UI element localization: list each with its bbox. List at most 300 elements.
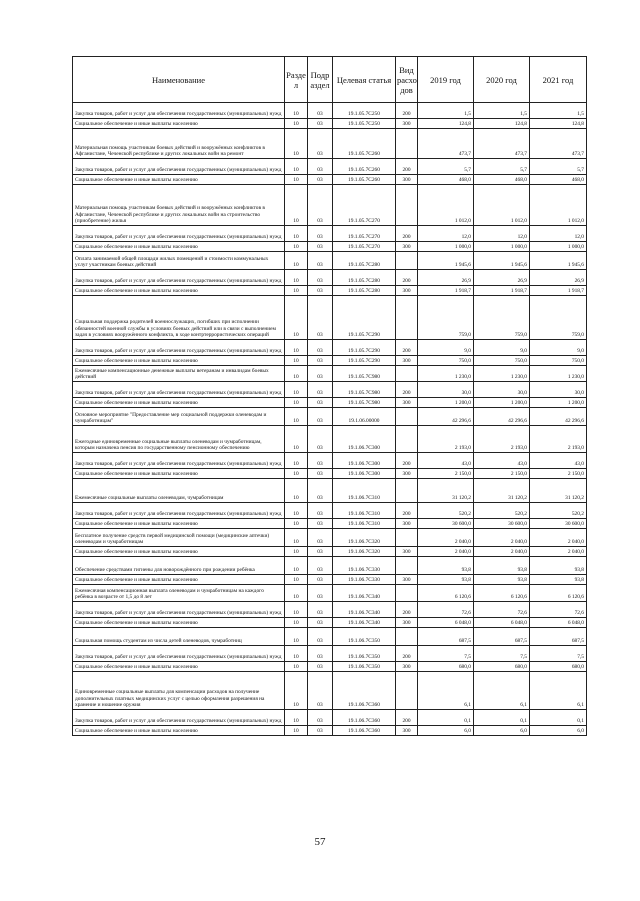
cell-podrazdel: 03 [308, 618, 333, 628]
cell-name: Закупка товаров, работ и услуг для обеспечения государственных (муниципальных) нужд [73, 226, 285, 242]
table-row [73, 103, 587, 119]
cell-name: Закупка товаров, работ и услуг для обеспечения государственных (муниципальных) нужд [73, 646, 285, 662]
cell-razdel: 10 [285, 242, 308, 252]
cell-2019: 12,0 [418, 226, 474, 242]
cell-name: Закупка товаров, работ и услуг для обеспечения государственных (муниципальных) нужд [73, 710, 285, 726]
cell-2020: 72,6 [474, 602, 530, 618]
cell-name: Ежемесячная компенсационная выплата оленеводам и чумработницам на каждого ребёнка в возрасте от 1,5 до 8 лет [73, 585, 285, 602]
cell-2019: 2 150,0 [418, 469, 474, 479]
cell-target: 19.1.05.7С260 [333, 175, 396, 185]
cell-2019: 2 193,0 [418, 426, 474, 453]
cell-target: 19.1.05.7С980 [333, 398, 396, 408]
table-row [73, 453, 587, 469]
cell-target: 19.1.06.7С340 [333, 585, 396, 602]
cell-2019: 1 918,7 [418, 286, 474, 296]
cell-razdel: 10 [285, 602, 308, 618]
cell-2020: 30 600,0 [474, 519, 530, 529]
cell-name: Закупка товаров, работ и услуг для обеспечения государственных (муниципальных) нужд [73, 453, 285, 469]
cell-vid: 200 [396, 340, 418, 356]
header-name: Наименование [73, 57, 285, 103]
cell-podrazdel: 03 [308, 398, 333, 408]
cell-name: Социальное обеспечение и иные выплаты населению [73, 547, 285, 557]
cell-vid [396, 628, 418, 646]
cell-name: Закупка товаров, работ и услуг для обеспечения государственных (муниципальных) нужд [73, 270, 285, 286]
cell-target: 19.1.06.7С320 [333, 529, 396, 547]
cell-vid: 300 [396, 119, 418, 129]
cell-2020: 680,0 [474, 662, 530, 672]
cell-podrazdel: 03 [308, 519, 333, 529]
cell-razdel: 10 [285, 453, 308, 469]
cell-podrazdel: 03 [308, 426, 333, 453]
cell-target: 19.1.05.7С270 [333, 185, 396, 226]
cell-podrazdel: 03 [308, 119, 333, 129]
cell-vid: 200 [396, 159, 418, 175]
cell-vid [396, 185, 418, 226]
cell-2021: 1,5 [530, 103, 587, 119]
cell-2019: 2 040,0 [418, 529, 474, 547]
cell-2019: 93,8 [418, 575, 474, 585]
table-header-row [73, 57, 587, 103]
cell-2020: 473,7 [474, 129, 530, 159]
cell-2019: 520,2 [418, 503, 474, 519]
cell-2020: 31 120,2 [474, 479, 530, 503]
table-row [73, 159, 587, 175]
table-row [73, 129, 587, 159]
cell-2020: 687,5 [474, 628, 530, 646]
cell-name: Оплата занимаемой общей площади жилых помещений и стоимости коммунальных услуг участникам боевых действий [73, 252, 285, 270]
table-row [73, 662, 587, 672]
cell-2019: 30,0 [418, 382, 474, 398]
cell-podrazdel: 03 [308, 575, 333, 585]
cell-razdel: 10 [285, 529, 308, 547]
cell-name: Социальная поддержка родителей военнослужащих, погибших при исполнении обязанностей военной службы в условиях боевых действий или в связи с выполнением задач в условиях вооружённого конфликта, в ходе контртеррористических операций [73, 296, 285, 340]
cell-2020: 93,8 [474, 557, 530, 575]
cell-2019: 31 120,2 [418, 479, 474, 503]
cell-podrazdel: 03 [308, 286, 333, 296]
cell-vid: 300 [396, 726, 418, 736]
cell-name: Социальное обеспечение и иные выплаты населению [73, 618, 285, 628]
cell-podrazdel: 03 [308, 547, 333, 557]
cell-2021: 30,0 [530, 382, 587, 398]
cell-target: 19.1.05.7С270 [333, 242, 396, 252]
cell-podrazdel: 03 [308, 503, 333, 519]
cell-vid: 200 [396, 503, 418, 519]
cell-2020: 2 193,0 [474, 426, 530, 453]
cell-vid [396, 129, 418, 159]
cell-podrazdel: 03 [308, 453, 333, 469]
cell-2021: 72,6 [530, 602, 587, 618]
cell-name: Социальное обеспечение и иные выплаты населению [73, 662, 285, 672]
cell-2020: 93,8 [474, 575, 530, 585]
cell-razdel: 10 [285, 503, 308, 519]
cell-2021: 1 000,0 [530, 242, 587, 252]
cell-2021: 1 200,0 [530, 398, 587, 408]
cell-podrazdel: 03 [308, 646, 333, 662]
table-row [73, 469, 587, 479]
cell-razdel: 10 [285, 469, 308, 479]
cell-razdel: 10 [285, 628, 308, 646]
cell-2019: 72,6 [418, 602, 474, 618]
cell-target: 19.1.05.7С280 [333, 252, 396, 270]
cell-name: Социальное обеспечение и иные выплаты населению [73, 356, 285, 366]
header-vid: Вид расхо дов [396, 57, 418, 103]
cell-name: Материальная помощь участникам боевых действий и вооружённых конфликтов в Афганистане, Чеченской республике и других локальных войн на строительство (приобретение) жилья [73, 185, 285, 226]
cell-2020: 43,0 [474, 453, 530, 469]
cell-razdel: 10 [285, 175, 308, 185]
cell-vid [396, 252, 418, 270]
table-row [73, 398, 587, 408]
cell-vid: 200 [396, 602, 418, 618]
cell-podrazdel: 03 [308, 602, 333, 618]
cell-2019: 759,0 [418, 296, 474, 340]
cell-vid [396, 479, 418, 503]
cell-target: 19.1.06.00000 [333, 408, 396, 426]
cell-2019: 0,1 [418, 710, 474, 726]
table-row [73, 226, 587, 242]
cell-podrazdel: 03 [308, 382, 333, 398]
cell-target: 19.1.06.7С340 [333, 618, 396, 628]
cell-2021: 2 193,0 [530, 426, 587, 453]
cell-vid [396, 585, 418, 602]
cell-2019: 1 200,0 [418, 398, 474, 408]
table-row [73, 557, 587, 575]
cell-razdel: 10 [285, 662, 308, 672]
cell-podrazdel: 03 [308, 226, 333, 242]
cell-name: Единовременные социальные выплаты для компенсации расходов на получение дополнительных платных медицинских услуг с целью оформления разрешения на хранение и ношение оружия [73, 672, 285, 710]
cell-vid: 200 [396, 710, 418, 726]
cell-2021: 12,0 [530, 226, 587, 242]
cell-target: 19.1.05.7С250 [333, 103, 396, 119]
cell-razdel: 10 [285, 356, 308, 366]
cell-target: 19.1.06.7С330 [333, 557, 396, 575]
cell-vid [396, 408, 418, 426]
cell-name: Социальное обеспечение и иные выплаты населению [73, 119, 285, 129]
cell-name: Ежемесячные компенсационные денежные выплаты ветеранам и инвалидам боевых действий [73, 366, 285, 382]
cell-razdel: 10 [285, 340, 308, 356]
cell-podrazdel: 03 [308, 340, 333, 356]
cell-2020: 12,0 [474, 226, 530, 242]
cell-name: Социальное обеспечение и иные выплаты населению [73, 286, 285, 296]
cell-2021: 5,7 [530, 159, 587, 175]
cell-podrazdel: 03 [308, 103, 333, 119]
cell-2020: 6,0 [474, 726, 530, 736]
cell-2021: 30 600,0 [530, 519, 587, 529]
table-row [73, 529, 587, 547]
cell-target: 19.1.06.7С360 [333, 710, 396, 726]
cell-2021: 1 918,7 [530, 286, 587, 296]
cell-target: 19.1.05.7С260 [333, 129, 396, 159]
cell-target: 19.1.05.7С250 [333, 119, 396, 129]
cell-target: 19.1.05.7С980 [333, 382, 396, 398]
cell-vid: 300 [396, 242, 418, 252]
cell-target: 19.1.06.7С300 [333, 426, 396, 453]
cell-target: 19.1.06.7С350 [333, 646, 396, 662]
cell-podrazdel: 03 [308, 408, 333, 426]
cell-podrazdel: 03 [308, 366, 333, 382]
cell-razdel: 10 [285, 103, 308, 119]
cell-vid [396, 426, 418, 453]
cell-2020: 6 120,6 [474, 585, 530, 602]
table-body [73, 103, 587, 736]
cell-2021: 93,8 [530, 575, 587, 585]
cell-razdel: 10 [285, 270, 308, 286]
cell-razdel: 10 [285, 398, 308, 408]
cell-podrazdel: 03 [308, 242, 333, 252]
cell-2021: 2 150,0 [530, 469, 587, 479]
table-row [73, 575, 587, 585]
cell-2020: 6,1 [474, 672, 530, 710]
cell-vid: 300 [396, 469, 418, 479]
cell-podrazdel: 03 [308, 296, 333, 340]
cell-2019: 6,0 [418, 726, 474, 736]
cell-2020: 750,0 [474, 356, 530, 366]
cell-2021: 26,9 [530, 270, 587, 286]
cell-2020: 1 200,0 [474, 398, 530, 408]
table-row [73, 356, 587, 366]
cell-name: Социальное обеспечение и иные выплаты населению [73, 726, 285, 736]
cell-2021: 9,0 [530, 340, 587, 356]
cell-vid [396, 366, 418, 382]
header-razdel: Разде л [285, 57, 308, 103]
cell-2019: 1 012,0 [418, 185, 474, 226]
cell-podrazdel: 03 [308, 479, 333, 503]
cell-target: 19.1.06.7С350 [333, 662, 396, 672]
cell-name: Основное мероприятие "Предоставление мер социальной поддержки оленеводам и чумработницам" [73, 408, 285, 426]
cell-2020: 2 150,0 [474, 469, 530, 479]
cell-razdel: 10 [285, 426, 308, 453]
cell-razdel: 10 [285, 408, 308, 426]
table-row [73, 296, 587, 340]
cell-vid: 200 [396, 103, 418, 119]
cell-podrazdel: 03 [308, 529, 333, 547]
cell-2019: 473,7 [418, 129, 474, 159]
cell-vid: 300 [396, 618, 418, 628]
cell-2020: 0,1 [474, 710, 530, 726]
cell-razdel: 10 [285, 185, 308, 226]
cell-razdel: 10 [285, 646, 308, 662]
cell-name: Обеспечение средствами гигиены для новорождённого при рождении ребёнка [73, 557, 285, 575]
cell-name: Социальное обеспечение и иные выплаты населению [73, 175, 285, 185]
cell-vid: 200 [396, 646, 418, 662]
cell-2019: 7,5 [418, 646, 474, 662]
cell-2020: 5,7 [474, 159, 530, 175]
table-row [73, 547, 587, 557]
cell-2019: 687,5 [418, 628, 474, 646]
cell-2020: 1 000,0 [474, 242, 530, 252]
cell-target: 19.1.06.7С350 [333, 628, 396, 646]
cell-2021: 93,8 [530, 557, 587, 575]
cell-target: 19.1.06.7С310 [333, 519, 396, 529]
cell-2021: 750,0 [530, 356, 587, 366]
cell-vid: 300 [396, 398, 418, 408]
cell-2021: 2 040,0 [530, 529, 587, 547]
cell-2021: 473,7 [530, 129, 587, 159]
cell-target: 19.1.06.7С310 [333, 503, 396, 519]
cell-razdel: 10 [285, 547, 308, 557]
cell-podrazdel: 03 [308, 175, 333, 185]
cell-vid: 200 [396, 382, 418, 398]
cell-name: Социальное обеспечение и иные выплаты населению [73, 469, 285, 479]
cell-razdel: 10 [285, 252, 308, 270]
cell-2020: 7,5 [474, 646, 530, 662]
cell-2021: 680,0 [530, 662, 587, 672]
cell-2020: 520,2 [474, 503, 530, 519]
cell-target: 19.1.06.7С320 [333, 547, 396, 557]
cell-2020: 2 040,0 [474, 529, 530, 547]
cell-2021: 468,0 [530, 175, 587, 185]
cell-target: 19.1.06.7С340 [333, 602, 396, 618]
table-row [73, 119, 587, 129]
cell-name: Социальное обеспечение и иные выплаты населению [73, 398, 285, 408]
table-row [73, 366, 587, 382]
cell-2021: 520,2 [530, 503, 587, 519]
cell-podrazdel: 03 [308, 662, 333, 672]
cell-2019: 1,5 [418, 103, 474, 119]
cell-2019: 43,0 [418, 453, 474, 469]
cell-target: 19.1.05.7С290 [333, 356, 396, 366]
cell-vid [396, 557, 418, 575]
cell-2019: 93,8 [418, 557, 474, 575]
cell-2020: 1,5 [474, 103, 530, 119]
cell-razdel: 10 [285, 710, 308, 726]
table-row [73, 242, 587, 252]
cell-name: Ежегодные единовременные социальные выплаты оленеводам и чумработницам, которым назначена пенсия по государственному пенсионному обеспечению [73, 426, 285, 453]
table-row [73, 602, 587, 618]
cell-razdel: 10 [285, 575, 308, 585]
table-row [73, 426, 587, 453]
cell-razdel: 10 [285, 226, 308, 242]
cell-2020: 1 012,0 [474, 185, 530, 226]
cell-2020: 1 918,7 [474, 286, 530, 296]
cell-2019: 1 230,0 [418, 366, 474, 382]
page-number: 57 [314, 836, 326, 848]
cell-2021: 31 120,2 [530, 479, 587, 503]
cell-podrazdel: 03 [308, 628, 333, 646]
cell-razdel: 10 [285, 366, 308, 382]
cell-2019: 680,0 [418, 662, 474, 672]
cell-2020: 1 945,6 [474, 252, 530, 270]
cell-razdel: 10 [285, 296, 308, 340]
cell-razdel: 10 [285, 479, 308, 503]
cell-razdel: 10 [285, 119, 308, 129]
cell-2019: 6 048,0 [418, 618, 474, 628]
table-row [73, 618, 587, 628]
cell-target: 19.1.06.7С310 [333, 479, 396, 503]
cell-razdel: 10 [285, 519, 308, 529]
cell-2020: 124,8 [474, 119, 530, 129]
cell-vid: 300 [396, 547, 418, 557]
cell-2019: 468,0 [418, 175, 474, 185]
cell-podrazdel: 03 [308, 672, 333, 710]
cell-podrazdel: 03 [308, 129, 333, 159]
cell-podrazdel: 03 [308, 726, 333, 736]
cell-razdel: 10 [285, 672, 308, 710]
cell-2021: 6 120,6 [530, 585, 587, 602]
cell-target: 19.1.05.7С290 [333, 296, 396, 340]
cell-2019: 124,8 [418, 119, 474, 129]
cell-name: Социальное обеспечение и иные выплаты населению [73, 519, 285, 529]
cell-name: Социальное обеспечение и иные выплаты населению [73, 242, 285, 252]
cell-target: 19.1.05.7С290 [333, 340, 396, 356]
cell-podrazdel: 03 [308, 710, 333, 726]
cell-2019: 30 600,0 [418, 519, 474, 529]
budget-table [72, 56, 587, 736]
cell-2021: 6,0 [530, 726, 587, 736]
cell-name: Закупка товаров, работ и услуг для обеспечения государственных (муниципальных) нужд [73, 602, 285, 618]
cell-name: Закупка товаров, работ и услуг для обеспечения государственных (муниципальных) нужд [73, 382, 285, 398]
cell-target: 19.1.06.7С300 [333, 453, 396, 469]
cell-2019: 42 296,6 [418, 408, 474, 426]
cell-podrazdel: 03 [308, 557, 333, 575]
cell-razdel: 10 [285, 557, 308, 575]
cell-2019: 750,0 [418, 356, 474, 366]
cell-vid: 300 [396, 286, 418, 296]
cell-podrazdel: 03 [308, 159, 333, 175]
cell-podrazdel: 03 [308, 185, 333, 226]
table-row [73, 382, 587, 398]
cell-2020: 9,0 [474, 340, 530, 356]
cell-razdel: 10 [285, 382, 308, 398]
cell-2019: 2 040,0 [418, 547, 474, 557]
cell-2021: 6 048,0 [530, 618, 587, 628]
table-row [73, 479, 587, 503]
table-row [73, 710, 587, 726]
cell-vid [396, 296, 418, 340]
cell-2021: 1 945,6 [530, 252, 587, 270]
cell-name: Закупка товаров, работ и услуг для обеспечения государственных (муниципальных) нужд [73, 159, 285, 175]
cell-target: 19.1.05.7С270 [333, 226, 396, 242]
cell-razdel: 10 [285, 618, 308, 628]
header-2019: 2019 год [418, 57, 474, 103]
cell-target: 19.1.06.7С360 [333, 726, 396, 736]
cell-podrazdel: 03 [308, 469, 333, 479]
cell-2020: 42 296,6 [474, 408, 530, 426]
cell-2020: 26,9 [474, 270, 530, 286]
cell-target: 19.1.06.7С300 [333, 469, 396, 479]
cell-2021: 124,8 [530, 119, 587, 129]
table-row [73, 270, 587, 286]
cell-podrazdel: 03 [308, 252, 333, 270]
cell-vid: 200 [396, 226, 418, 242]
cell-2021: 1 230,0 [530, 366, 587, 382]
cell-2021: 43,0 [530, 453, 587, 469]
cell-podrazdel: 03 [308, 585, 333, 602]
cell-2020: 2 040,0 [474, 547, 530, 557]
cell-razdel: 10 [285, 286, 308, 296]
table-row [73, 646, 587, 662]
cell-vid [396, 672, 418, 710]
cell-2019: 5,7 [418, 159, 474, 175]
table-row [73, 503, 587, 519]
cell-2021: 0,1 [530, 710, 587, 726]
table-row [73, 519, 587, 529]
cell-name: Бесплатное получение средств первой медицинской помощи (медицинские аптечки) оленеводам и чумработницам [73, 529, 285, 547]
cell-2019: 9,0 [418, 340, 474, 356]
table-row [73, 252, 587, 270]
cell-target: 19.1.06.7С360 [333, 672, 396, 710]
cell-2020: 1 230,0 [474, 366, 530, 382]
cell-vid: 300 [396, 175, 418, 185]
table-row [73, 585, 587, 602]
cell-2021: 1 012,0 [530, 185, 587, 226]
cell-2019: 6 120,6 [418, 585, 474, 602]
cell-target: 19.1.05.7С980 [333, 366, 396, 382]
cell-2021: 2 040,0 [530, 547, 587, 557]
cell-name: Ежемесячные социальные выплаты оленеводам, чумработницам [73, 479, 285, 503]
cell-2020: 759,0 [474, 296, 530, 340]
cell-2020: 30,0 [474, 382, 530, 398]
cell-name: Социальная помощь студентам из числа детей оленеводов, чумработниц [73, 628, 285, 646]
